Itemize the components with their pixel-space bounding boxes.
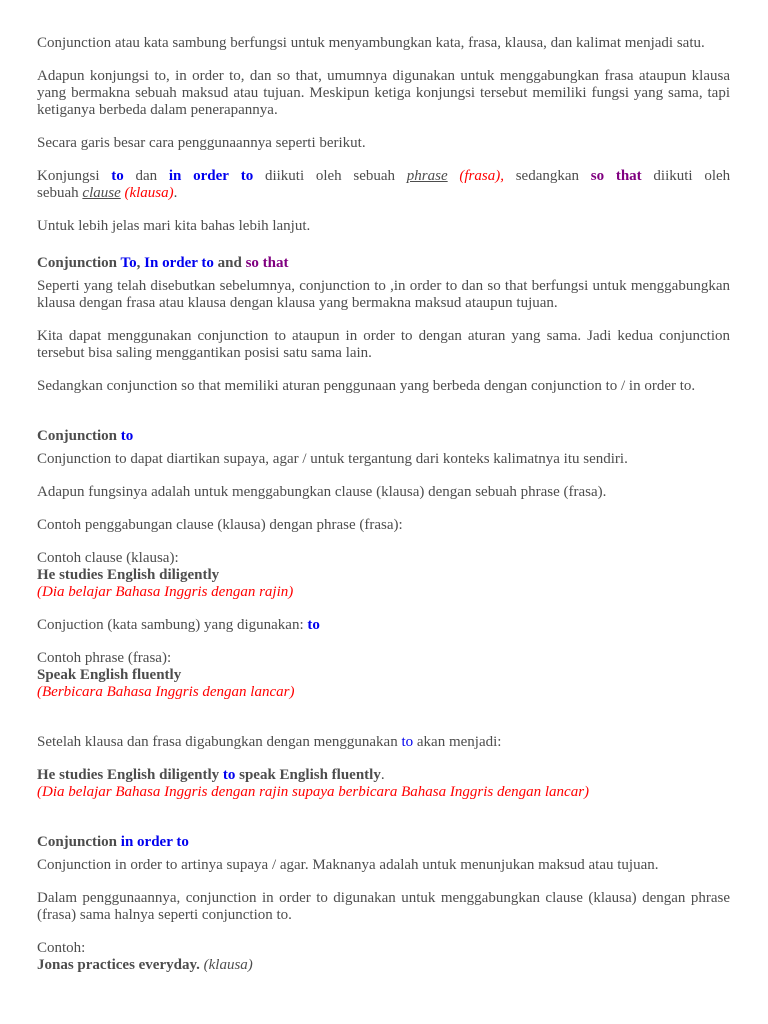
interchange-paragraph: Kita dapat menggunakan conjunction to ataupun in order to dengan aturan yang sama. Jadi kedua conjunction tersebut bisa saling menggantikan posisi satu sama lain. [37, 328, 730, 361]
rule-keyword-so: so [590, 168, 605, 184]
heading-text: and [217, 255, 242, 271]
clause-example [37, 550, 730, 601]
conjunction-used-label: Conjuction (kata sambung) yang digunakan: [37, 617, 304, 633]
rule-word: sedangkan [515, 168, 580, 184]
phrase-example-text: Speak English fluently [37, 667, 182, 683]
in-order-to-example-label: Contoh: [37, 940, 86, 956]
rule-word: oleh [315, 168, 342, 184]
heading-to-in-order-to-so-that [37, 255, 730, 272]
heading-keyword-to: To [120, 255, 137, 271]
rule-keyword-to: to [240, 168, 254, 184]
combined-sentence-period: . [380, 767, 385, 783]
in-order-to-example-text: Jonas practices everyday. [37, 957, 200, 973]
in-order-to-meaning-paragraph: Conjunction in order to artinya supaya / agar. Maknanya adalah untuk menunjukan maksud atau tujuan. [37, 857, 659, 873]
rule-clause-translation: (klausa) [124, 185, 174, 201]
combine-intro-line [37, 734, 730, 751]
clause-example-text: He studies English diligently [37, 567, 220, 583]
combination-example-intro: Contoh penggabungan clause (klausa) dengan phrase (frasa): [37, 517, 403, 533]
rule-word: dan [135, 168, 158, 184]
heading-keyword-to: to [120, 428, 134, 444]
usage-rule-line-2 [37, 185, 730, 202]
to-function-paragraph: Adapun fungsinya adalah untuk menggabungkan clause (klausa) dengan sebuah phrase (frasa). [37, 484, 607, 500]
in-order-to-example-tag: (klausa) [203, 957, 253, 973]
conjunction-used-line [37, 617, 730, 634]
rule-period: . [173, 185, 178, 201]
usage-intro-paragraph: Secara garis besar cara penggunaannya seperti berikut. [37, 135, 366, 151]
combine-intro-text: Setelah klausa dan frasa digabungkan dengan menggunakan [37, 734, 398, 750]
heading-text: Conjunction [37, 428, 118, 444]
rule-phrase-translation: (frasa), [459, 168, 504, 184]
to-meaning-paragraph: Conjunction to dapat diartikan supaya, agar / untuk tergantung dari konteks kalimatnya itu sendiri. [37, 451, 628, 467]
combine-keyword-to: to [401, 734, 414, 750]
in-order-to-usage-paragraph: Dalam penggunaannya, conjunction in order to digunakan untuk menggabungkan clause (klausa) dengan phrase (frasa) sama halnya seperti conjunction to. [37, 890, 730, 923]
rule-phrase-term: phrase [406, 168, 448, 184]
combined-sentence [37, 767, 730, 801]
combined-sentence-translation: (Dia belajar Bahasa Inggris dengan rajin supaya berbicara Bahasa Inggris dengan lancar) [37, 784, 590, 800]
phrase-example-translation: (Berbicara Bahasa Inggris dengan lancar) [37, 684, 295, 700]
usage-rule-line-1 [37, 168, 730, 185]
intro-paragraph: Conjunction atau kata sambung berfungsi untuk menyambungkan kata, frasa, klausa, dan kalimat menjadi satu. [37, 35, 705, 51]
rule-clause-term: clause [82, 185, 121, 201]
rule-keyword-that: that [615, 168, 642, 184]
phrase-example-label: Contoh phrase (frasa): [37, 650, 172, 666]
rule-word: oleh [704, 168, 731, 184]
conjunction-used-value: to [307, 617, 320, 633]
combined-sentence-keyword-to: to [222, 767, 236, 783]
in-order-to-example [37, 940, 730, 974]
clause-example-label: Contoh clause (klausa): [37, 550, 179, 566]
continue-paragraph: Untuk lebih jelas mari kita bahas lebih lanjut. [37, 218, 311, 234]
phrase-example [37, 650, 730, 701]
heading-conjunction-in-order-to [37, 834, 730, 851]
clause-example-translation: (Dia belajar Bahasa Inggris dengan rajin) [37, 584, 294, 600]
usage-rule-paragraph [37, 168, 730, 202]
function-paragraph: Seperti yang telah disebutkan sebelumnya, conjunction to ,in order to dan so that berfungsi untuk menggabungkan klausa dengan frasa atau klausa dengan klausa yang bermakna maksud ataupun tujuan. [37, 278, 730, 311]
heading-text: Conjunction [37, 255, 118, 271]
heading-conjunction-to [37, 428, 730, 445]
heading-keyword-in-order-to: In order to [144, 255, 214, 271]
rule-word: sebuah [353, 168, 396, 184]
rule-word: sebuah [37, 185, 79, 201]
combined-sentence-phrase: speak English fluently [239, 767, 381, 783]
rule-word: diikuti [264, 168, 305, 184]
rule-word: Konjungsi [37, 168, 100, 184]
combine-intro-suffix: akan menjadi: [416, 734, 502, 750]
heading-comma: , [136, 255, 141, 271]
conjunction-overview-paragraph: Adapun konjungsi to, in order to, dan so that, umumnya digunakan untuk menggabungkan frasa ataupun klausa yang bermakna sebuah maksud atau tujuan. Meskipun ketiga konjungsi tersebut memiliki fungsi yang sama, tapi ketiganya berbeda dalam penerapannya. [37, 68, 730, 118]
heading-keyword-so-that: so that [245, 255, 289, 271]
rule-keyword-to: to [111, 168, 124, 184]
rule-keyword-in: in [168, 168, 182, 184]
so-that-difference-paragraph: Sedangkan conjunction so that memiliki aturan penggunaan yang berbeda dengan conjunction to / in order to. [37, 378, 696, 394]
rule-keyword-order: order [193, 168, 229, 184]
heading-text: Conjunction [37, 834, 118, 850]
heading-keyword-in-order-to: in order to [120, 834, 189, 850]
combined-sentence-clause: He studies English diligently [37, 767, 220, 783]
rule-word: diikuti [653, 168, 693, 184]
